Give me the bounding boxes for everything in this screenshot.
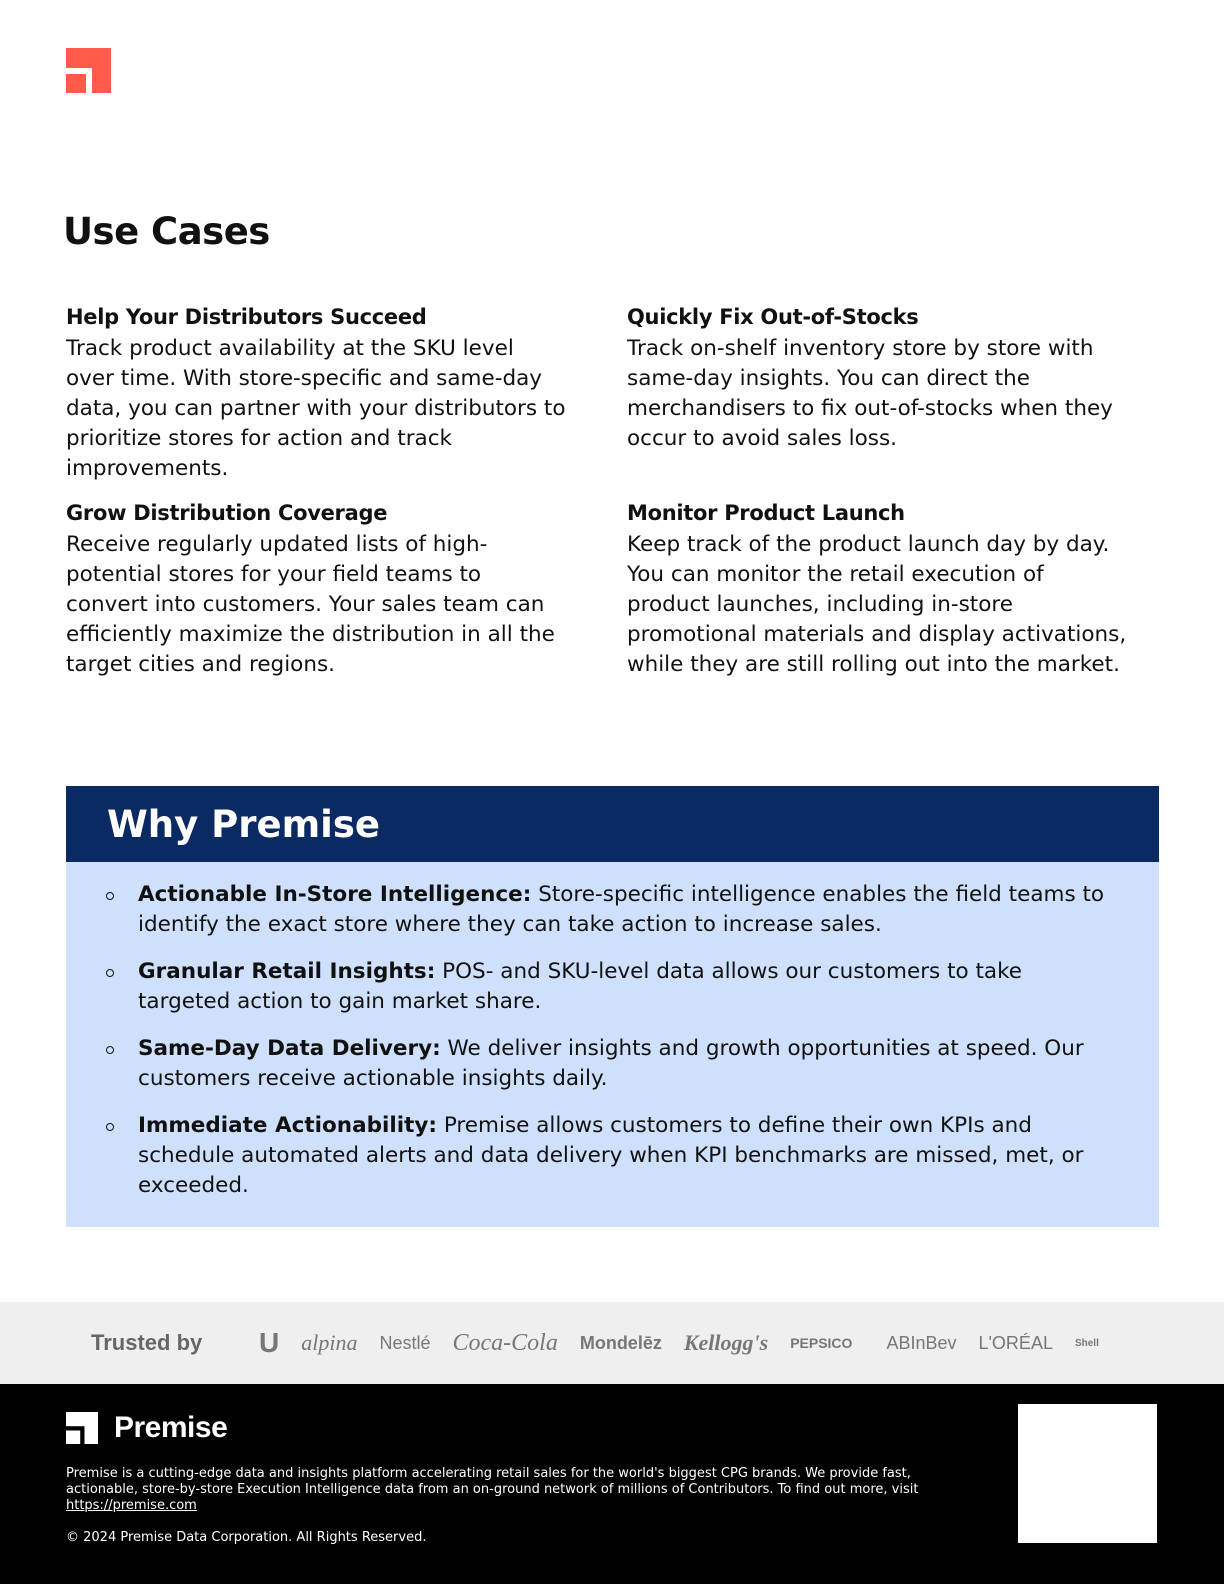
footer xyxy=(0,1384,1224,1584)
use-case-heading: Monitor Product Launch xyxy=(627,501,905,525)
trusted-by-label: Trusted by xyxy=(91,1330,203,1355)
item-text: Premise allows customers to define their own KPIs and schedule automated alerts and data delivery when KPI benchmarks are missed, met, or exceeded. xyxy=(138,1113,1084,1198)
use-case-heading: Grow Distribution Coverage xyxy=(66,501,388,525)
item-text: Store-specific intelligence enables the field teams to identify the exact store where they can take action to increase sales. xyxy=(138,882,1105,937)
coca-cola-logo: Coca-Cola xyxy=(452,1329,558,1356)
shell-logo: Shell xyxy=(1074,1337,1099,1349)
list-item xyxy=(106,957,1119,1017)
copyright: © 2024 Premise Data Corporation. All Rights Reserved. xyxy=(66,1530,427,1545)
loreal-logo: L'ORÉAL xyxy=(978,1332,1053,1353)
why-premise-list xyxy=(66,862,1159,1227)
use-case-distributors xyxy=(66,302,566,484)
item-text: POS- and SKU-level data allows our customers to take targeted action to gain market share. xyxy=(138,959,1023,1014)
brand-logos xyxy=(241,1327,1099,1359)
list-item xyxy=(106,1034,1119,1094)
description-text: Premise is a cutting-edge data and insights platform accelerating retail sales for the world's biggest CPG brands. We provide fast, actionable, store-by-store Execution Intelligence data from an on-ground network of millions of Contributors. To find out more, visit xyxy=(66,1466,919,1497)
item-label: Same-Day Data Delivery: xyxy=(138,1036,441,1061)
alpina-logo: alpina xyxy=(301,1330,358,1355)
list-item xyxy=(106,1111,1119,1201)
qr-code-placeholder xyxy=(1018,1404,1157,1543)
kelloggs-logo: Kellogg's xyxy=(683,1330,769,1355)
use-case-body: Keep track of the product launch day by day. You can monitor the retail execution of product launches, including in-store promotional materials and display activations, while they are still rolling out into the market. xyxy=(627,532,1127,677)
list-item xyxy=(106,880,1119,940)
item-label: Immediate Actionability: xyxy=(138,1113,438,1138)
trusted-by-bar xyxy=(0,1302,1224,1384)
pepsico-logo: PEPSICO xyxy=(790,1335,853,1351)
premise-logo-icon xyxy=(66,1412,98,1444)
use-case-out-of-stocks xyxy=(627,302,1127,454)
why-premise-section xyxy=(66,786,1159,1227)
footer-logo xyxy=(66,1411,227,1445)
use-case-heading: Help Your Distributors Succeed xyxy=(66,305,427,329)
page-title: Use Cases xyxy=(63,210,270,253)
unilever-logo: U xyxy=(259,1327,280,1358)
item-label: Actionable In-Store Intelligence: xyxy=(138,882,532,907)
nestle-logo: Nestlé xyxy=(379,1332,431,1353)
footer-logo-text: Premise xyxy=(114,1411,228,1444)
use-case-body: Receive regularly updated lists of high-potential stores for your field teams to convert into customers. Your sales team can efficiently maximize the distribution in all the target cities and regions. xyxy=(66,532,555,677)
why-premise-title: Why Premise xyxy=(66,786,1159,862)
abinbev-logo: ABInBev xyxy=(886,1332,957,1353)
premise-logo-icon xyxy=(66,48,111,93)
use-case-distribution-coverage xyxy=(66,498,566,680)
item-text: We deliver insights and growth opportunities at speed. Our customers receive actionable insights daily. xyxy=(138,1036,1084,1091)
use-case-body: Track on-shelf inventory store by store with same-day insights. You can direct the merchandisers to fix out-of-stocks when they occur to avoid sales loss. xyxy=(627,336,1113,451)
use-case-product-launch xyxy=(627,498,1127,680)
website-link[interactable]: https://premise.com xyxy=(66,1498,197,1513)
use-case-heading: Quickly Fix Out-of-Stocks xyxy=(627,305,919,329)
mondelez-logo: Mondelēz xyxy=(579,1332,662,1353)
footer-description xyxy=(66,1466,926,1514)
item-label: Granular Retail Insights: xyxy=(138,959,436,984)
use-case-body: Track product availability at the SKU level over time. With store-specific and same-day data, you can partner with your distributors to prioritize stores for action and track improvements. xyxy=(66,336,566,481)
